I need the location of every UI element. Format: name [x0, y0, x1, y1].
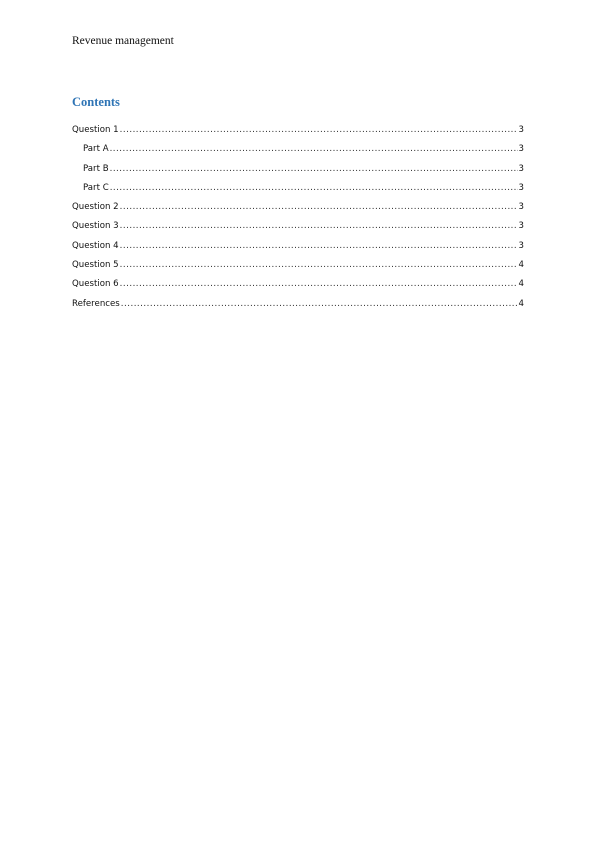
toc-entry-page: 3 [518, 240, 524, 251]
toc-entry-question-5[interactable] [72, 256, 524, 275]
toc-dot-leader [120, 256, 518, 275]
toc-entry-label: Question 6 [72, 279, 119, 290]
toc-dot-leader [120, 237, 518, 256]
toc-entry-question-6[interactable] [72, 275, 524, 294]
toc-dot-leader [120, 275, 518, 294]
toc-entry-page: 3 [518, 163, 524, 174]
toc-entry-page: 3 [518, 182, 524, 193]
toc-entry-label: Part C [83, 182, 109, 193]
toc-entry-label: References [72, 298, 120, 309]
toc-entry-page: 3 [518, 221, 524, 232]
table-of-contents [72, 121, 524, 314]
toc-dot-leader [110, 160, 518, 179]
toc-entry-page: 4 [518, 260, 524, 271]
toc-entry-question-3[interactable] [72, 217, 524, 236]
toc-entry-label: Question 2 [72, 202, 119, 213]
toc-entry-question-4[interactable] [72, 237, 524, 256]
toc-dot-leader [120, 217, 518, 236]
toc-entry-label: Question 3 [72, 221, 119, 232]
toc-entry-label: Question 5 [72, 260, 119, 271]
toc-dot-leader [121, 295, 518, 314]
toc-entry-page: 3 [518, 202, 524, 213]
toc-entry-page: 3 [518, 125, 524, 135]
toc-entry-label: Question 4 [72, 240, 119, 251]
toc-dot-leader [120, 198, 518, 217]
toc-entry-part-c[interactable] [72, 179, 524, 198]
toc-entry-page: 3 [518, 144, 524, 155]
toc-entry-references[interactable] [72, 295, 524, 314]
page-header: Revenue management [72, 35, 174, 47]
toc-dot-leader [110, 179, 518, 198]
toc-entry-part-a[interactable] [72, 140, 524, 159]
toc-heading: Contents [72, 95, 120, 109]
toc-entry-label: Part B [83, 163, 109, 174]
toc-entry-question-1[interactable] [72, 121, 524, 140]
toc-dot-leader [120, 121, 518, 140]
toc-entry-label: Part A [83, 144, 109, 155]
toc-entry-part-b[interactable] [72, 160, 524, 179]
toc-dot-leader [110, 140, 518, 159]
toc-entry-page: 4 [518, 298, 524, 309]
toc-entry-question-2[interactable] [72, 198, 524, 217]
toc-entry-page: 4 [518, 279, 524, 290]
toc-entry-label: Question 1 [72, 125, 119, 135]
